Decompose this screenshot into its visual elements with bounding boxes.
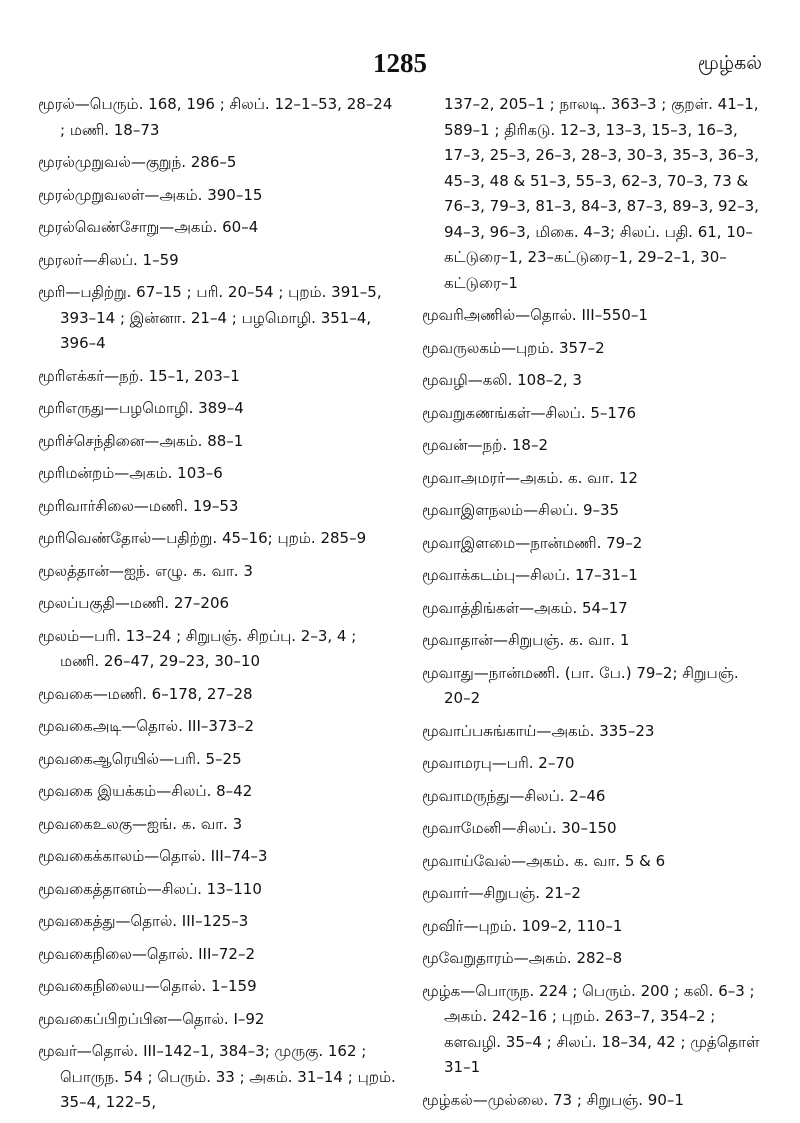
- index-entry-continued: 137–2, 205–1 ; நாலடி. 363–3 ; குறள். 41–1, 589–1 ; திரிகடு. 12–3, 13–3, 15–3, 16–3, 17–3, 25–3, 26–3, 28–3, 30–3, 35–3, 36–3, 45–3, 48 & 51–3, 55–3, 62–3, 70–3, 73 & 76–3, 79–3, 81–3, 84–3, 87–3, 89–3, 92–3, 94–3, 96–3, மிகை. 4–3; சிலப். பதி. 61, 10–கட்டுரை–1, 23–கட்டுரை–1, 29–2–1, 30–கட்டுரை–1: [444, 95, 759, 292]
- index-entry: மூவகைநிலைய—தொல். 1–159: [38, 977, 257, 995]
- index-entry: மூவகைநிலை—தொல். III–72–2: [38, 944, 255, 963]
- index-entry: மூவாய்வேல்—அகம். க. வா. 5 & 6: [422, 851, 666, 870]
- index-entry: மூவகைத்து—தொல். III–125–3: [38, 912, 249, 930]
- index-entry: மூலப்பகுதி—மணி. 27–206: [38, 594, 230, 612]
- index-entry: மூவறுகணங்கள்—சிலப். 5–176: [422, 403, 637, 422]
- index-entry: மூரல்—பெரும். 168, 196 ; சிலப். 12–1–53, 28–24 ; மணி. 18–73: [38, 95, 393, 139]
- index-entry: மூழ்க—பொருந. 224 ; பெரும். 200 ; கலி. 6–3 ; அகம். 242–16 ; புறம். 263–7, 354–2 ; களவழி. 35–4 ; சிலப். 18–34, 42 ; முத்தொள் 31–1: [422, 981, 760, 1076]
- index-entry: மூவாது—நான்மணி. (பா. பே.) 79–2; சிறுபஞ். 20–2: [422, 663, 739, 707]
- index-entry: மூலம்—பரி. 13–24 ; சிறுபஞ். சிறப்பு. 2–3, 4 ; மணி. 26–47, 29–23, 30–10: [38, 626, 357, 670]
- index-entry: மூவாமருந்து—சிலப். 2–46: [422, 786, 606, 805]
- index-entry: மூவன்—நற். 18–2: [422, 436, 549, 454]
- index-entry: மூரிவெண்தோல்—பதிற்று. 45–16; புறம். 285–9: [38, 529, 367, 547]
- index-entry: மூரிச்செந்தினை—அகம். 88–1: [38, 431, 244, 450]
- index-entry: மூவாதான்—சிறுபஞ். க. வா. 1: [422, 631, 630, 649]
- index-entry: மூவகை—மணி. 6–178, 27–28: [38, 684, 253, 703]
- index-entry: மூவாஅமரர்—அகம். க. வா. 12: [422, 468, 638, 487]
- left-column: [38, 92, 398, 1123]
- index-entry: மூவரிஅணில்—தொல். III–550–1: [422, 306, 648, 324]
- index-entry: மூவருலகம்—புறம். 357–2: [422, 338, 605, 357]
- index-entry: மூவிர்—புறம். 109–2, 110–1: [422, 916, 623, 935]
- index-entry: மூவர்—தொல். III–142–1, 384–3; முருகு. 162 ; பொருந. 54 ; பெரும். 33 ; அகம். 31–14 ; புறம். 35–4, 122–5,: [38, 1042, 396, 1111]
- index-entry: மூரல்முறுவல்—குறுந். 286–5: [38, 153, 237, 171]
- running-head: மூழ்கல்: [697, 52, 762, 74]
- index-entry: மூவேறுதாரம்—அகம். 282–8: [422, 949, 623, 967]
- index-entry: மூவாக்கடம்பு—சிலப். 17–31–1: [422, 566, 638, 584]
- index-entry: மூழ்கல்—முல்லை. 73 ; சிறுபஞ். 90–1: [422, 1090, 684, 1109]
- page-number: 1285: [373, 48, 427, 78]
- index-entry: மூரல்முறுவலள்—அகம். 390–15: [38, 185, 263, 204]
- index-entry: மூரிமன்றம்—அகம். 103–6: [38, 464, 223, 482]
- index-entry: மூவகைஅடி—தொல். III–373–2: [38, 717, 255, 735]
- index-entry: மூலத்தான்—ஐந். எழு. க. வா. 3: [38, 561, 253, 580]
- index-entry: மூவாமேனி—சிலப். 30–150: [422, 819, 617, 837]
- index-entry: மூவாஇளநலம்—சிலப். 9–35: [422, 501, 620, 519]
- index-entry: மூரிஎக்கர்—நற். 15–1, 203–1: [38, 366, 240, 385]
- index-entry: மூவார்—சிறுபஞ். 21–2: [422, 884, 581, 902]
- index-entry: மூவாஇளமை—நான்மணி. 79–2: [422, 533, 643, 552]
- index-entry: மூரிவார்சிலை—மணி. 19–53: [38, 496, 239, 515]
- index-entry: மூவகைத்தானம்—சிலப். 13–110: [38, 879, 262, 898]
- index-entry: மூவகைக்காலம்—தொல். III–74–3: [38, 847, 268, 865]
- index-entry: மூவழி—கலி. 108–2, 3: [422, 371, 582, 389]
- index-entry: மூரல்வெண்சோறு—அகம். 60–4: [38, 218, 259, 236]
- index-entry: மூவாத்திங்கள்—அகம். 54–17: [422, 598, 628, 617]
- page-header: [0, 46, 800, 86]
- index-entry: மூரலர்—சிலப். 1–59: [38, 250, 179, 269]
- right-column: [422, 92, 768, 1120]
- index-entry: மூவாப்பசுங்காய்—அகம். 335–23: [422, 721, 655, 740]
- index-entry: மூரிஎருது—பழமொழி. 389–4: [38, 399, 244, 417]
- index-entry: மூரி—பதிற்று. 67–15 ; பரி. 20–54 ; புறம். 391–5, 393–14 ; இன்னா. 21–4 ; பழமொழி. 351–4, 396–4: [38, 283, 382, 352]
- index-entry: மூவாமரபு—பரி. 2–70: [422, 754, 575, 772]
- index-entry: மூவகைஆரெயில்—பரி. 5–25: [38, 749, 242, 768]
- index-entry: மூவகைப்பிறப்பின—தொல். I–92: [38, 1009, 265, 1028]
- index-entry: மூவகை இயக்கம்—சிலப். 8–42: [38, 782, 253, 800]
- index-entry: மூவகைஉலகு—ஐங். க. வா. 3: [38, 814, 243, 833]
